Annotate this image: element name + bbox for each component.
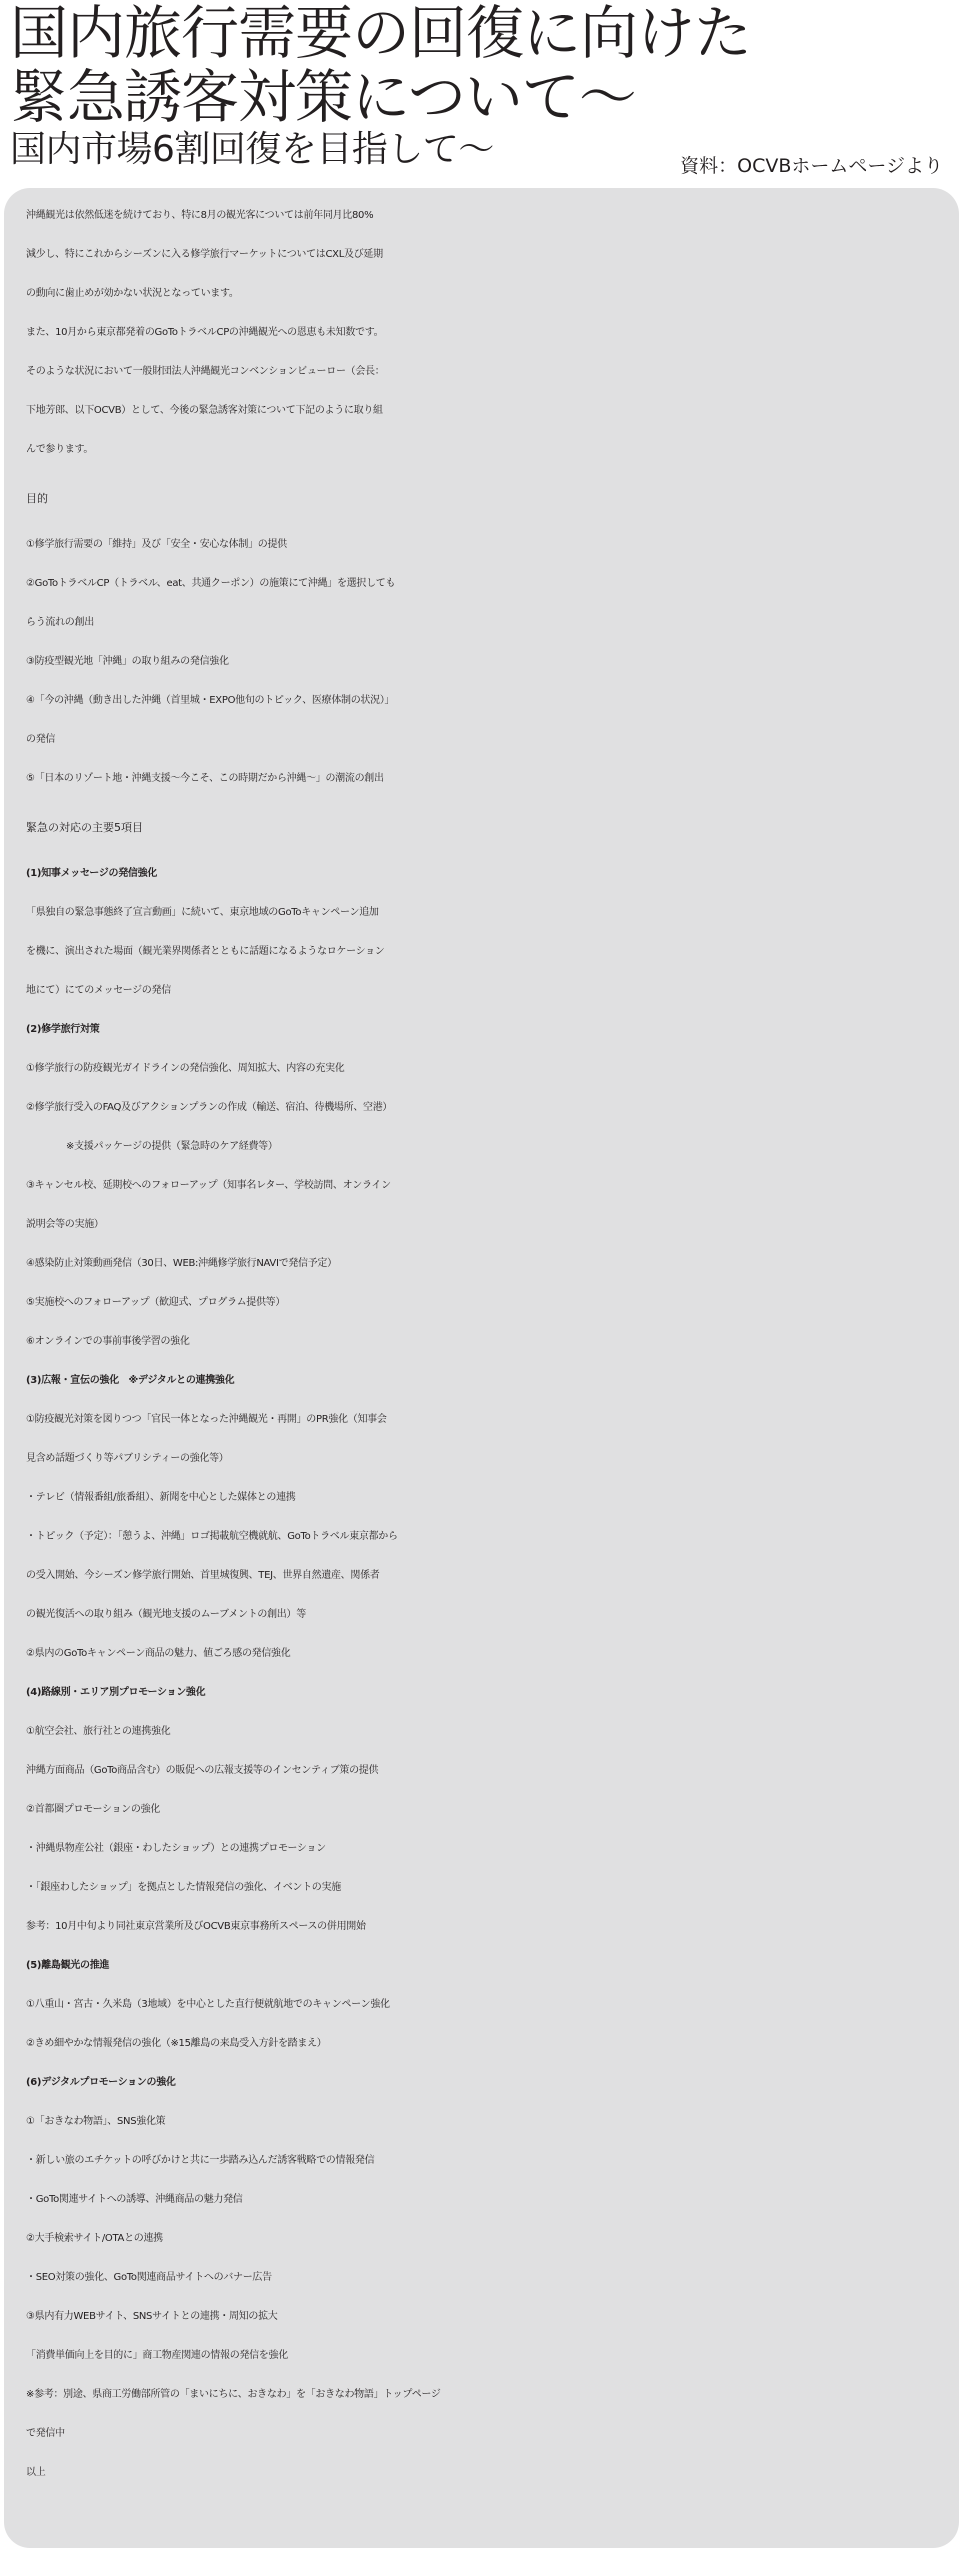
section-3-line: の受入開始、今シーズン修学旅行開始、首里城復興、TEJ、世界自然遺産、関係者 bbox=[26, 1570, 380, 1581]
section-2-heading: (2)修学旅行対策 bbox=[26, 1024, 100, 1035]
purpose-line: ④「今の沖縄（動き出した沖縄（首里城・EXPO他旬のトピック、医療体制の状況）」 bbox=[26, 695, 395, 706]
section-5-line: ②きめ細やかな情報発信の強化（※15離島の来島受入方針を踏まえ） bbox=[26, 2038, 327, 2049]
purpose-line: ⑤「日本のリゾート地・沖縄支援〜今こそ、この時期だから沖縄〜」の潮流の創出 bbox=[26, 773, 384, 784]
section-4-line: ②首都圏プロモーションの強化 bbox=[26, 1804, 160, 1815]
section-2-line: ②修学旅行受入のFAQ及びアクションプランの作成（輸送、宿泊、待機場所、空港） bbox=[26, 1102, 393, 1113]
document-title-line-2: 緊急誘客対策について〜 bbox=[10, 63, 636, 131]
intro-line: の動向に歯止めが効かない状況となっています。 bbox=[26, 288, 239, 299]
section-6-line: ①「おきなわ物語」、SNS強化策 bbox=[26, 2116, 166, 2127]
section-4-line: ・沖縄県物産公社（銀座・わしたショップ）との連携プロモーション bbox=[26, 1843, 326, 1854]
document-body bbox=[26, 196, 946, 2492]
intro-line: また、10月から東京都発着のGoToトラベルCPの沖縄観光への恩恵も未知数です。 bbox=[26, 327, 384, 338]
section-1-line: 「県独自の緊急事態終了宣言動画」に続いて、東京地域のGoToキャンペーン追加 bbox=[26, 907, 379, 918]
document-title-line-1: 国内旅行需要の回復に向けた bbox=[10, 0, 752, 67]
purpose-line: ①修学旅行需要の「維持」及び「安全・安心な体制」の提供 bbox=[26, 539, 287, 550]
section-6-line: ・SEO対策の強化、GoTo関連商品サイトへのバナー広告 bbox=[26, 2272, 272, 2283]
section-3-line: ②県内のGoToキャンペーン商品の魅力、値ごろ感の発信強化 bbox=[26, 1648, 291, 1659]
section-3-heading: (3)広報・宣伝の強化 ※デジタルとの連携強化 bbox=[26, 1375, 235, 1386]
purpose-line: ②GoToトラベルCP（トラベル、eat、共通クーポン）の施策にて沖縄」を選択しても bbox=[26, 578, 396, 589]
section-4-line: 沖縄方面商品（GoTo商品含む）の販促への広報支援等のインセンティブ策の提供 bbox=[26, 1765, 379, 1776]
section-4-heading: (4)路線別・エリア別プロモーション強化 bbox=[26, 1687, 206, 1698]
section-1-line: 地にて）にてのメッセージの発信 bbox=[26, 985, 171, 996]
section-5-heading: (5)離島観光の推進 bbox=[26, 1960, 110, 1971]
section-4-line: 参考：10月中旬より同社東京営業所及びOCVB東京事務所スペースの併用開始 bbox=[26, 1921, 366, 1932]
section-2-line: ①修学旅行の防疫観光ガイドラインの発信強化、周知拡大、内容の充実化 bbox=[26, 1063, 345, 1074]
section-2-line: ⑥オンラインでの事前事後学習の強化 bbox=[26, 1336, 190, 1347]
purpose-line: ③防疫型観光地「沖縄」の取り組みの発信強化 bbox=[26, 656, 229, 667]
intro-line: そのような状況において一般財団法人沖縄観光コンベンションビューロー（会長： bbox=[26, 366, 385, 377]
closing-text: 以上 bbox=[26, 2467, 46, 2478]
section-2-line: ④感染防止対策動画発信（30日、WEB:沖縄修学旅行NAVIで発信予定） bbox=[26, 1258, 337, 1269]
section-6-line: ②大手検索サイト/OTAとの連携 bbox=[26, 2233, 163, 2244]
section-6-line: で発信中 bbox=[26, 2428, 65, 2439]
section-6-line: ・新しい旅のエチケットの呼びかけと共に一歩踏み込んだ誘客戦略での情報発信 bbox=[26, 2155, 375, 2166]
intro-line: んで参ります。 bbox=[26, 444, 94, 455]
section-4-line: ・「銀座わしたショップ」を拠点とした情報発信の強化、イベントの実施 bbox=[26, 1882, 341, 1893]
section-6-line: ・GoTo関連サイトへの誘導、沖縄商品の魅力発信 bbox=[26, 2194, 243, 2205]
section-6-heading: (6)デジタルプロモーションの強化 bbox=[26, 2077, 176, 2088]
section-3-line: ①防疫観光対策を図りつつ「官民一体となった沖縄観光・再開」のPR強化（知事会 bbox=[26, 1414, 387, 1425]
section-2-line: 説明会等の実施） bbox=[26, 1219, 104, 1230]
measures-heading: 緊急の対応の主要5項目 bbox=[26, 821, 143, 834]
purpose-heading: 目的 bbox=[26, 492, 48, 505]
section-6-line: ※参考：別途、県商工労働部所管の「まいにちに、おきなわ」を「おきなわ物語」トップページ bbox=[26, 2389, 441, 2400]
section-2-line: ⑤実施校へのフォローアップ（歓迎式、プログラム提供等） bbox=[26, 1297, 286, 1308]
purpose-line: の発信 bbox=[26, 734, 56, 745]
section-5-line: ①八重山・宮古・久米島（3地域）を中心とした直行便就航地でのキャンペーン強化 bbox=[26, 1999, 390, 2010]
section-3-line: 見含め話題づくり等パブリシティーの強化等） bbox=[26, 1453, 229, 1464]
section-6-line: 「消費単価向上を目的に」商工物産関連の情報の発信を強化 bbox=[26, 2350, 288, 2361]
section-6-line: ③県内有力WEBサイト、SNSサイトとの連携・周知の拡大 bbox=[26, 2311, 278, 2322]
document-header bbox=[0, 0, 965, 185]
intro-line: 下地芳郎、以下OCVB）として、今後の緊急誘客対策について下記のように取り組 bbox=[26, 405, 383, 416]
section-1-line: を機に、演出された場面（観光業界関係者とともに話題になるようなロケーション bbox=[26, 946, 385, 957]
intro-paragraph bbox=[26, 196, 946, 469]
section-4-line: ①航空会社、旅行社との連携強化 bbox=[26, 1726, 171, 1737]
source-credit: 資料：OCVBホームページより bbox=[680, 155, 943, 177]
section-3-line: ・トピック（予定）：「憩うよ、沖縄」ロゴ掲載航空機就航、GoToトラベル東京都から bbox=[26, 1531, 398, 1542]
section-1-heading: (1)知事メッセージの発信強化 bbox=[26, 868, 157, 879]
section-3-line: の観光復活への取り組み（観光地支援のムーブメントの創出）等 bbox=[26, 1609, 306, 1620]
document-subtitle: 国内市場6割回復を目指して〜 bbox=[10, 129, 494, 170]
intro-line: 減少し、特にこれからシーズンに入る修学旅行マーケットについてはCXL及び延期 bbox=[26, 249, 383, 260]
section-3-line: ・テレビ（情報番組/旅番組）、新聞を中心とした媒体との連携 bbox=[26, 1492, 296, 1503]
purpose-list bbox=[26, 525, 946, 798]
intro-line: 沖縄観光は依然低迷を続けており、特に8月の観光客については前年同月比80% bbox=[26, 210, 374, 221]
purpose-line: らう流れの創出 bbox=[26, 617, 94, 628]
section-2-note: ※支援パッケージの提供（緊急時のケア経費等） bbox=[66, 1141, 278, 1152]
section-2-line: ③キャンセル校、延期校へのフォローアップ（知事名レター、学校訪問、オンライン bbox=[26, 1180, 391, 1191]
